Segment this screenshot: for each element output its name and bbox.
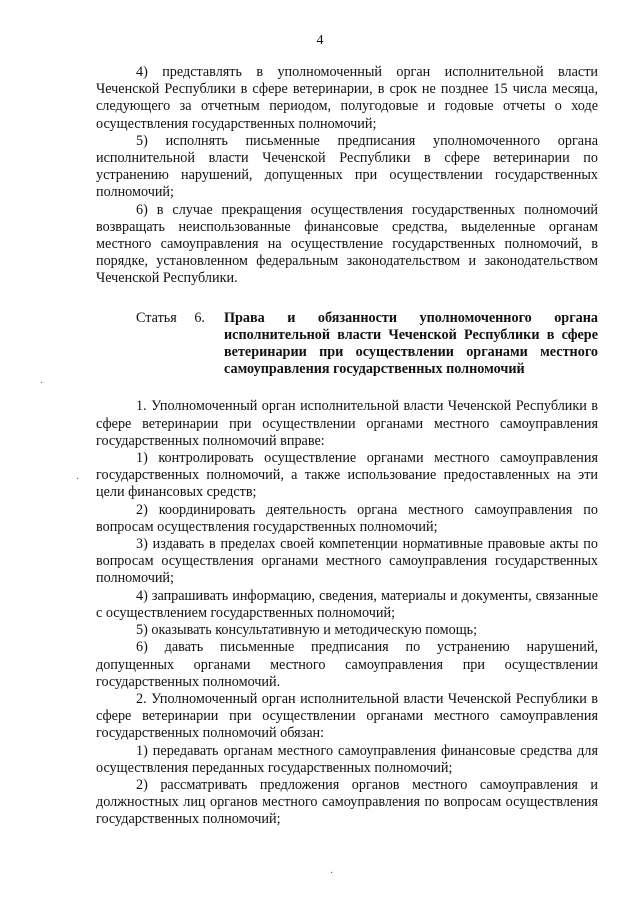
paragraph-6: 5) оказывать консультативную и методическую помощь; — [136, 622, 478, 639]
scan-speck: · — [76, 474, 80, 485]
article-title: Права и обязанности уполномоченного органа исполнительной власти Чеченской Республики в сфере ветеринарии при осуществлении органами местного самоуправления государственных полномочий — [224, 309, 598, 378]
paragraph-2: 1) контролировать осуществление органами местного самоуправления государственных полномочий, а также использование предоставленных на эти цели финансовых средств; — [96, 450, 598, 501]
scan-speck: · — [40, 378, 44, 389]
paragraph-5: 4) запрашивать информацию, сведения, материалы и документы, связанные с осуществлением государственных полномочий; — [96, 587, 598, 621]
paragraph-9: 1) передавать органам местного самоуправления финансовые средства для осуществления переданных государственных полномочий; — [96, 742, 598, 776]
page-number: 4 — [316, 33, 324, 48]
paragraph-top-1: 4) представлять в уполномоченный орган исполнительной власти Чеченской Республики в сфере ветеринарии, в срок не позднее 15 числа месяца, следующего за отчетным периодом, полугодовые и годовые отчеты о ходе осуществления государственных полномочий; — [96, 64, 598, 132]
body-text — [96, 64, 598, 829]
paragraph-4: 3) издавать в пределах своей компетенции нормативные правовые акты по вопросам осуществления органами местного самоуправления государственных полномочий; — [96, 536, 598, 587]
paragraph-7: 6) давать письменные предписания по устранению нарушений, допущенных органами местного самоуправления при осуществлении государственных полномочий. — [96, 639, 598, 690]
scan-speck: · — [330, 868, 334, 879]
paragraph-top-3: 6) в случае прекращения осуществления государственных полномочий возвращать неиспользованные финансовые средства, выделенные органам местного самоуправления на осуществление государственных полномочий, в порядке, установленном федеральным законодательством и законодательством Чеченской Республики. — [96, 201, 598, 287]
article-label: Статья 6. — [136, 309, 205, 326]
paragraph-top-2: 5) исполнять письменные предписания уполномоченного органа исполнительной власти Чеченской Республики в сфере ветеринарии по устранению нарушений, допущенных при осуществлении государственных полномочий; — [96, 132, 598, 201]
article-heading — [96, 310, 598, 379]
paragraph-10: 2) рассматривать предложения органов местного самоуправления и должностных лиц органов местного самоуправления по вопросам осуществления государственных полномочий; — [96, 776, 598, 828]
paragraph-1: 1. Уполномоченный орган исполнительной власти Чеченской Республики в сфере ветеринарии при осуществлении органами местного самоуправления государственных полномочий вправе: — [96, 398, 598, 449]
paragraph-3: 2) координировать деятельность органа местного самоуправления по вопросам осуществления государственных полномочий; — [96, 501, 598, 535]
paragraph-8: 2. Уполномоченный орган исполнительной власти Чеченской Республики в сфере ветеринарии при осуществлении органами местного самоуправления государственных полномочий обязан: — [96, 690, 598, 742]
